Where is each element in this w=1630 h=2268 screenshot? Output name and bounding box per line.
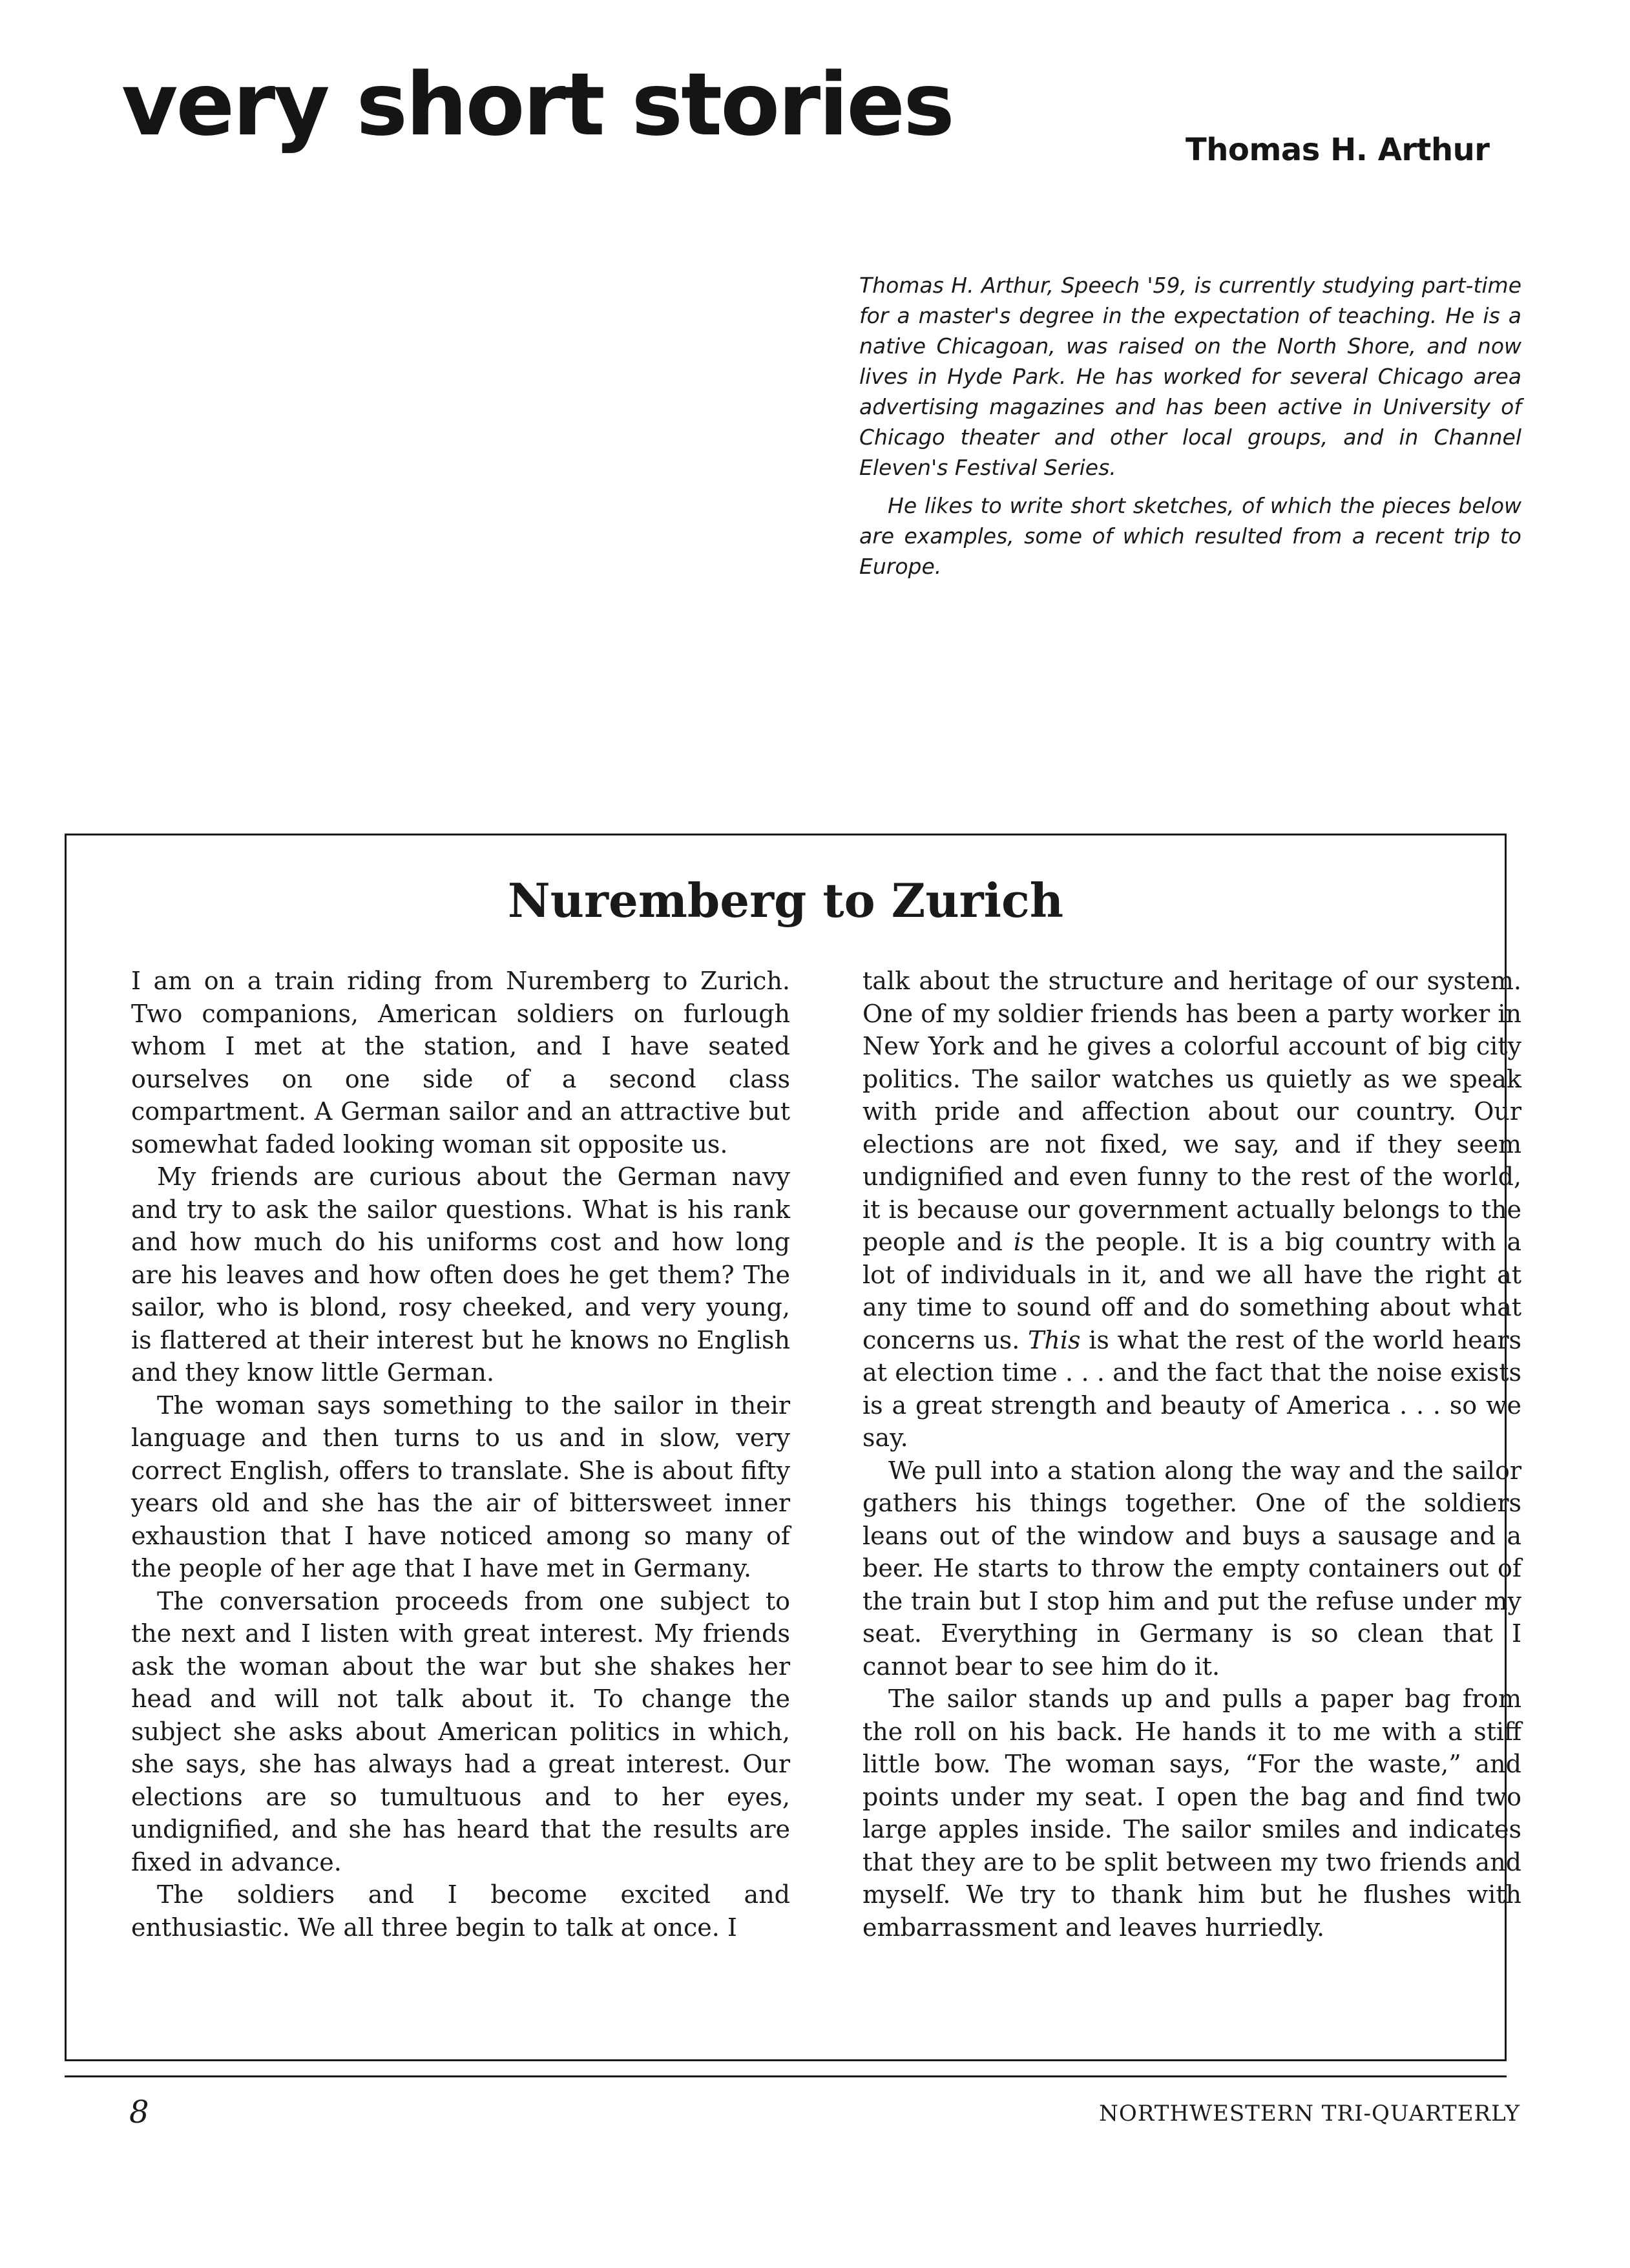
author-bio	[859, 270, 1521, 589]
story-paragraph: The soldiers and I become excited and enthusiastic. We all three begin to talk at once. I	[131, 1880, 790, 1942]
story-paragraph: My friends are curious about the German navy and try to ask the sailor questions. What is his rank and how much do his uniforms cost and how long are his leaves and how often does he get them? The sailor, who is blond, rosy cheeked, and very young, is flattered at their interest but he knows no English and they know little German.	[131, 1162, 790, 1387]
story-emphasis: is	[1013, 1228, 1034, 1256]
author-name: Thomas H. Arthur	[1186, 132, 1490, 168]
bio-paragraph: Thomas H. Arthur, Speech '59, is currently studying part-time for a master's degree in the expectation of teaching. He is a native Chicagoan, was raised on the North Shore, and now lives in Hyde Park. He has worked for several Chicago area advertising magazines and has been active in University of Chicago theater and other local groups, and in Channel Eleven's Festival Series.	[859, 273, 1521, 480]
story-paragraph: The sailor stands up and pulls a paper bag from the roll on his back. He hands it to me with a stiff little bow. The woman says, “For the waste,” and points under my seat. I open the bag and find two large apples inside. The sailor smiles and indicates that they are to be split between my two friends and myself. We try to thank him but he flushes with embarrassment and leaves hurriedly.	[862, 1685, 1521, 1942]
story-column-left	[131, 965, 790, 1944]
story-paragraph: I am on a train riding from Nuremberg to Zurich. Two companions, American soldiers on furlough whom I met at the station, and I have seated ourselves on one side of a second class compartment. A German sailor and an attractive but somewhat faded looking woman sit opposite us.	[131, 967, 790, 1159]
bio-paragraph: He likes to write short sketches, of which the pieces below are examples, some of which resulted from a recent trip to Europe.	[859, 493, 1521, 579]
story-paragraph: The woman says something to the sailor in their language and then turns to us and in slow, very correct English, offers to translate. She is about fifty years old and she has the air of bittersweet inner exhaustion that I have noticed among so many of the people of her age that I have met in Germany.	[131, 1391, 790, 1582]
story-paragraph: We pull into a station along the way and the sailor gathers his things together. One of the soldiers leans out of the window and buys a sausage and a beer. He starts to throw the empty containers out of the train but I stop him and put the refuse under my seat. Everything in Germany is so clean that I cannot bear to see him do it.	[862, 1456, 1521, 1681]
story-emphasis: This	[1028, 1325, 1081, 1354]
story-title: Nuremberg to Zurich	[507, 873, 1064, 928]
footer-rule	[65, 2075, 1507, 2077]
story-column-right	[862, 965, 1521, 1944]
story-paragraph	[862, 965, 1521, 1454]
page-number: 8	[129, 2094, 149, 2130]
story-text: is what the rest of the world hears at election time . . . and the fact that the noise exists is a great strength and beauty of America . . . so we say.	[862, 1325, 1521, 1452]
story-text: the people. It is a big country with a lot of individuals in it, and we all have the right at any time to sound off and do something about what concerns us.	[862, 1228, 1521, 1354]
page-title: very short stories	[121, 54, 953, 155]
story-box	[65, 834, 1521, 2061]
story-text: talk about the structure and heritage of our system. One of my soldier friends has been a party worker in New York and he gives a colorful account of big city politics. The sailor watches us quietly as we speak with pride and affection about our country. Our elections are not fixed, we say, and if they seem undignified and even funny to the rest of the world, it is because our government actually belongs to the people and	[862, 967, 1521, 1256]
publication-name: NORTHWESTERN TRI-QUARTERLY	[1099, 2101, 1520, 2126]
story-paragraph: The conversation proceeds from one subject to the next and I listen with great interest. My friends ask the woman about the war but she shakes her head and will not talk about it. To change the subject she asks about American politics in which, she says, she has always had a great interest. Our elections are so tumultuous and to her eyes, undignified, and she has heard that the results are fixed in advance.	[131, 1586, 790, 1876]
